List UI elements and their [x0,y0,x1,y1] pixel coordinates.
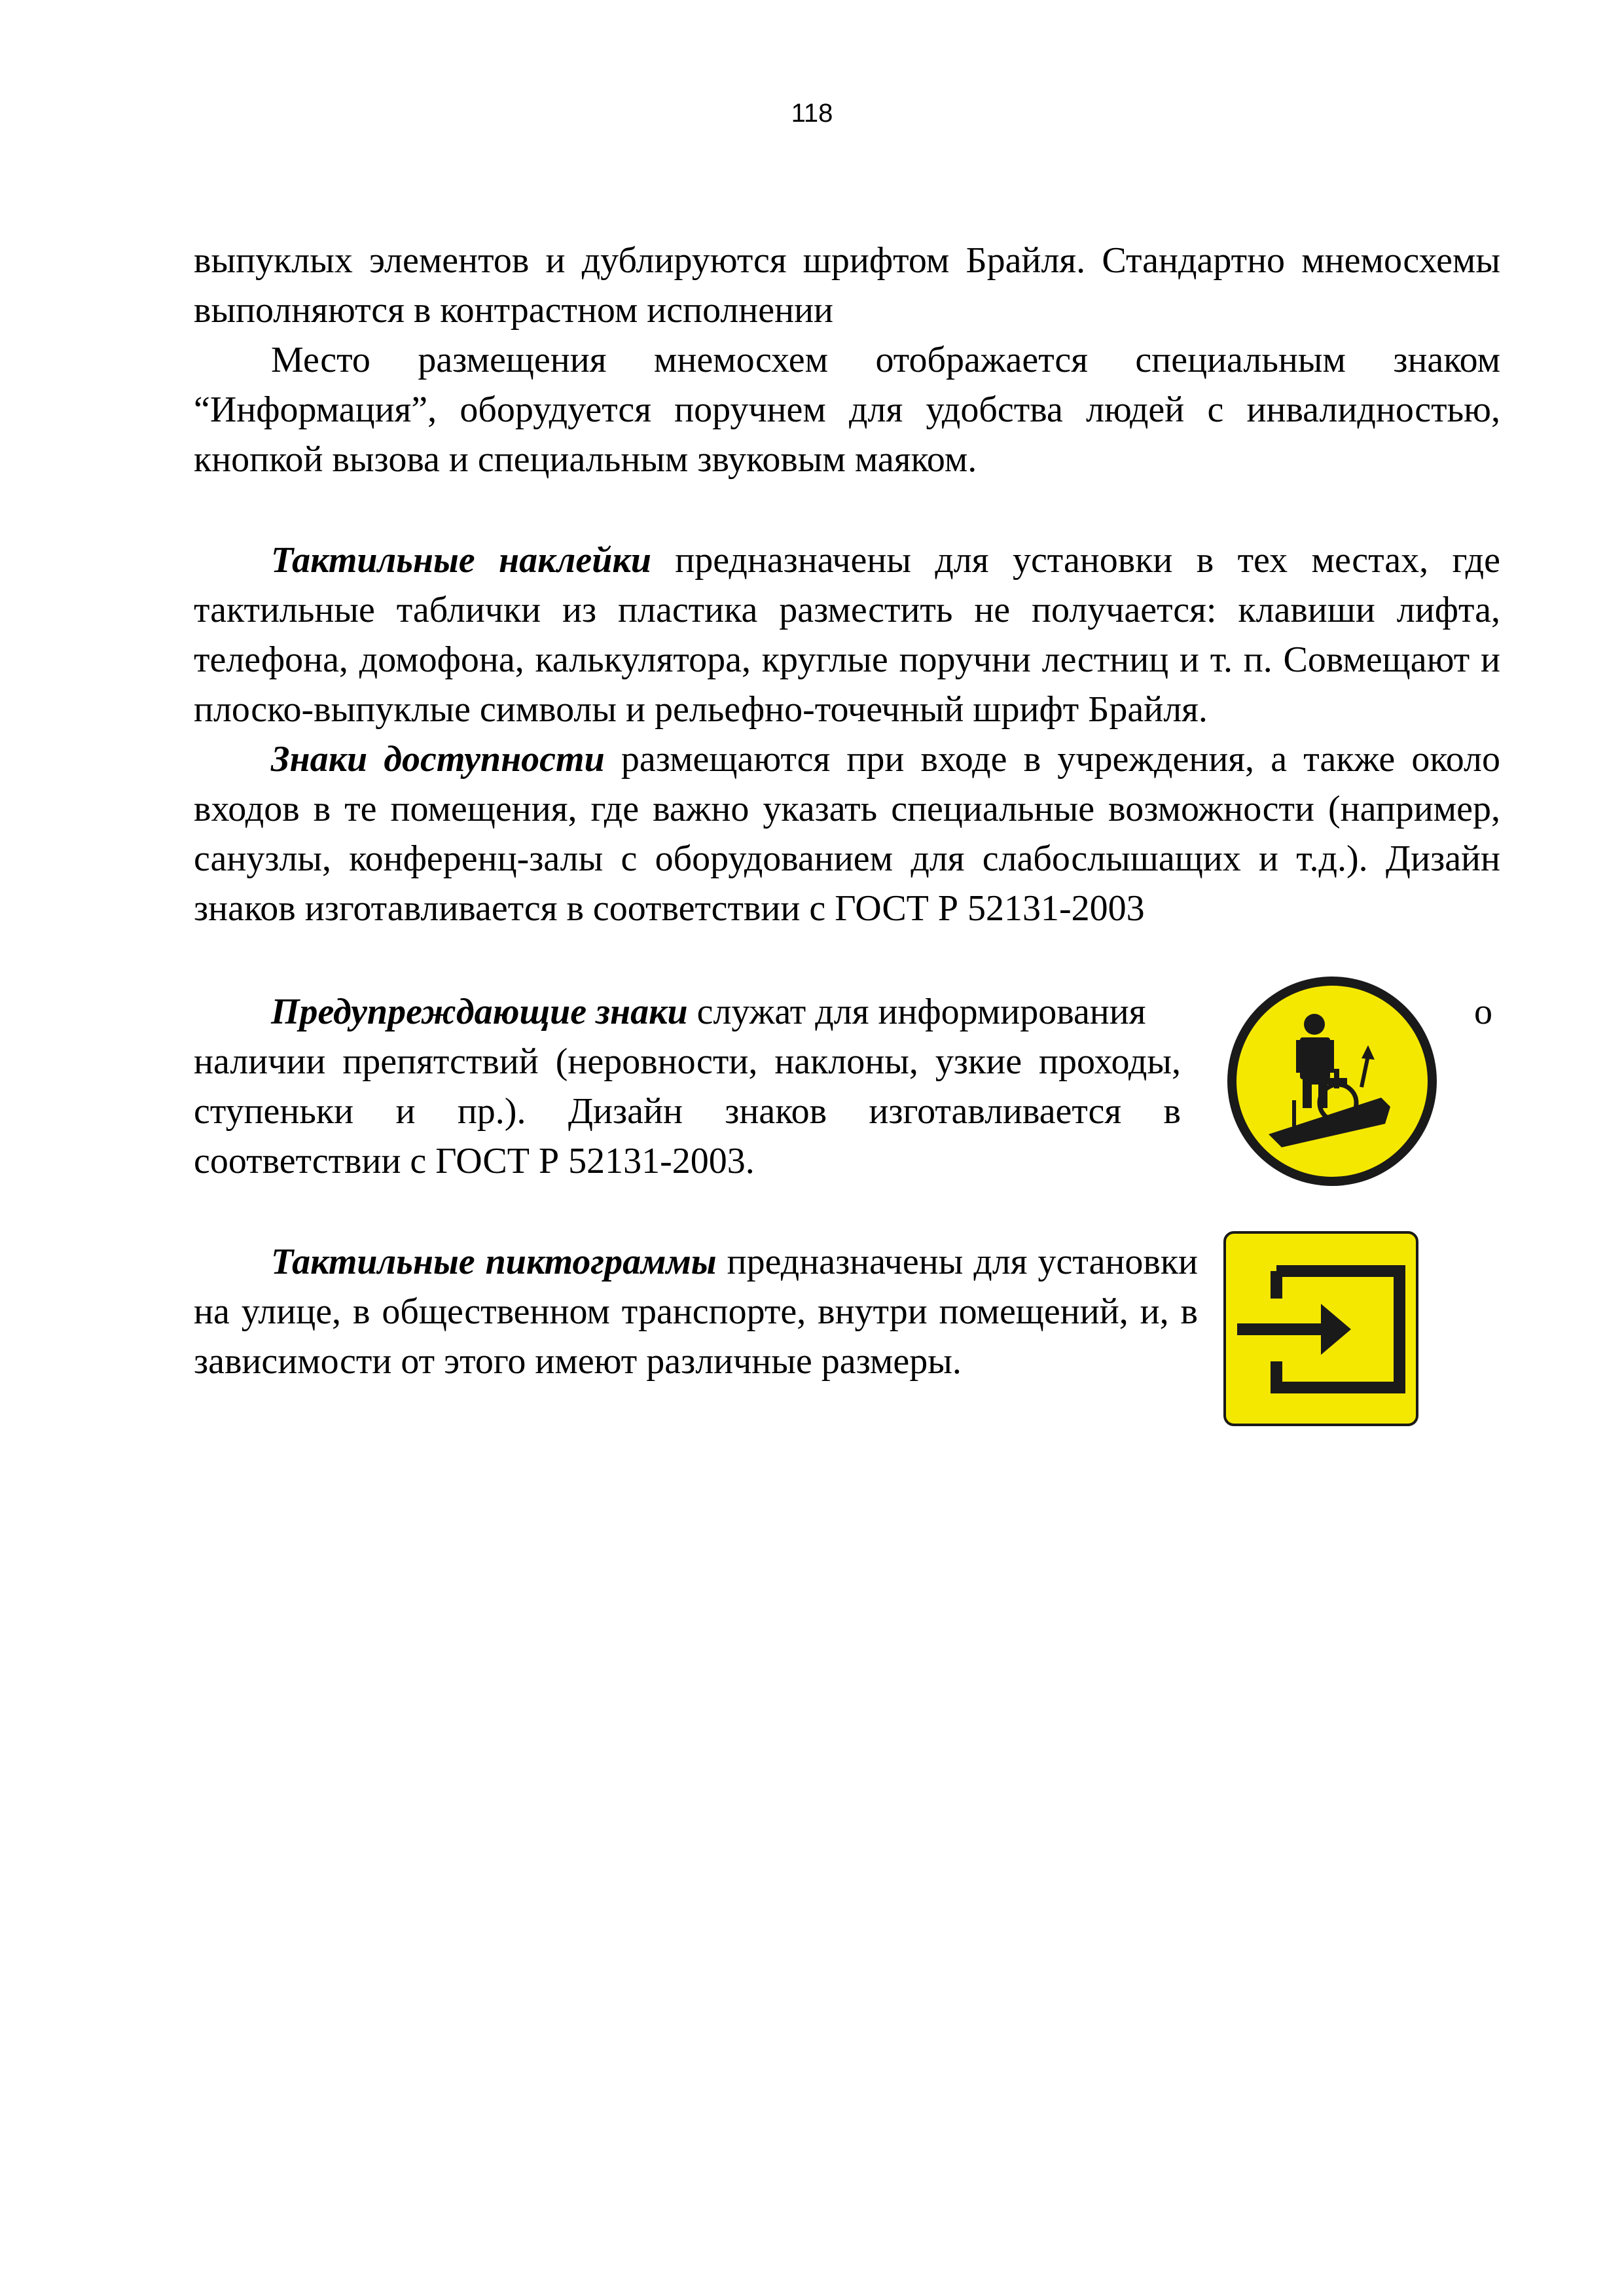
paragraph-mnemonic-placement: Место размещения мнемосхем отображается специальным знаком “Информация”, оборудуется поручнем для удобства людей с инвалидностью, кнопкой вызова и специальным звуковым маяком. [194,340,1500,480]
term-tactile-stickers: Тактильные наклейки [271,540,651,581]
term-accessibility-signs: Знаки доступности [271,739,605,780]
text-section-tactile [194,535,1500,933]
warning-sign-image [1223,972,1441,1191]
paragraph-accessibility-signs-text: размещаются при входе в учреждения, а также около входов в те помещения, где важно указать специальные возможности (например, санузлы, конференц-залы с оборудованием для слабослышащих и т.д.). Дизайн знаков изготавливается в соответствии с ГОСТ Р 52131-2003 [194,739,1501,929]
paragraph-warning-signs-first-line [194,987,1181,1037]
paragraph-warning-signs-text: наличии препятствий (неровности, наклоны, узкие проходы, ступеньки и пр.). Дизайн знаков изготавливается в соответствии с ГОСТ Р 52131-2003. [194,1041,1181,1181]
paragraph-warning-signs [194,987,1181,1186]
paragraph-tactile-stickers-text: предназначены для установки в тех местах, где тактильные таблички из пластика разместить не получается: клавиши лифта, телефона, домофона, калькулятора, круглые поручни лестниц и т. п. Совмещают и плоско-выпуклые символы и рельефно-точечный шрифт Брайля. [194,540,1500,730]
paragraph-tactile-stickers [194,535,1500,734]
entrance-arrow-icon [1223,1230,1419,1427]
paragraph-tactile-pictograms-text [194,1237,1198,1386]
term-tactile-pictograms: Тактильные пиктограммы [271,1242,717,1282]
page-number: 118 [791,99,833,128]
paragraph-warning-signs-o: о [1474,992,1492,1032]
paragraph-accessibility-signs [194,734,1500,933]
paragraph-tactile-pictograms-body: предназначены для установки на улице, в общественном транспорте, внутри помещений, и, в зависимости от этого имеют различные размеры. [194,1242,1199,1382]
paragraph-tactile-pictograms [194,1237,1198,1386]
term-warning-signs: Предупреждающие знаки [271,992,688,1032]
wheelchair-ramp-warning-icon [1223,972,1441,1191]
paragraph-continuation: выпуклых элементов и дублируются шрифтом Брайля. Стандартно мнемосхемы выполняются в контрастном исполнении [194,240,1500,331]
text-section-mnemonic [194,236,1500,484]
entrance-pictogram-image [1223,1230,1419,1427]
paragraph-warning-signs-text-line1: служат для информирования [687,992,1146,1032]
